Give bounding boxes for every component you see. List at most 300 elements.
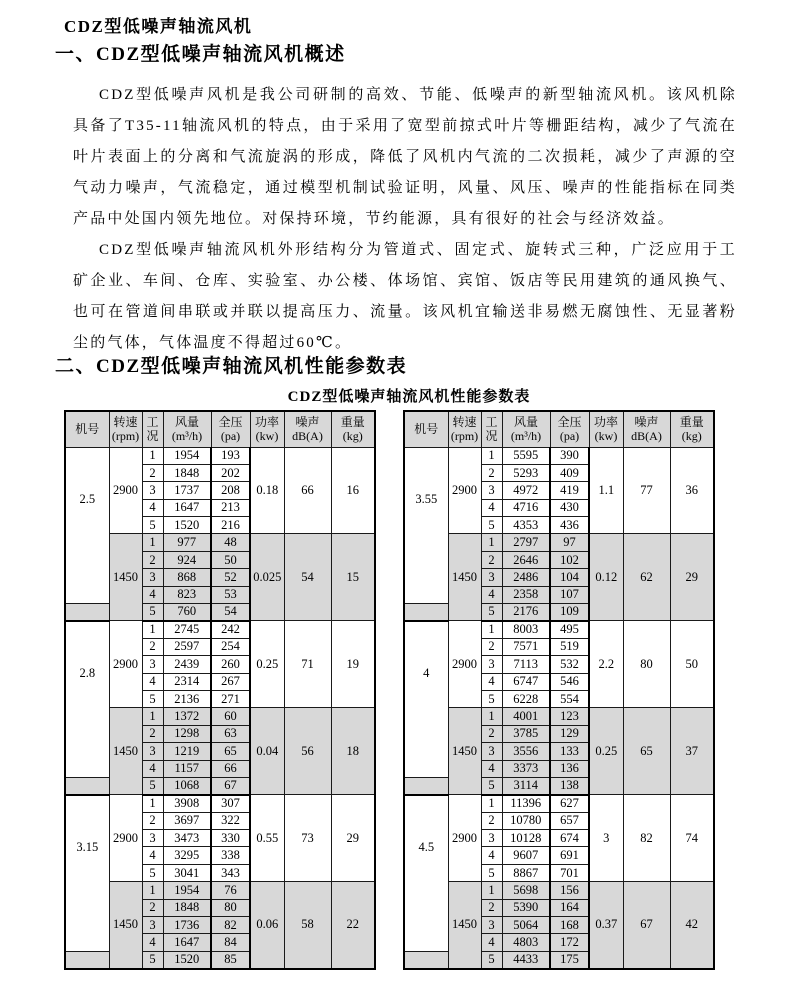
pressure-cell: 242 [211, 621, 250, 638]
power-cell: 0.12 [589, 534, 623, 621]
model-cell [404, 447, 448, 604]
pressure-cell: 691 [550, 847, 589, 864]
flow-cell: 1520 [163, 517, 211, 534]
pressure-cell: 133 [550, 743, 589, 760]
power-cell: 0.37 [589, 882, 623, 969]
table-row [404, 621, 714, 638]
speed-cell: 2900 [448, 621, 481, 708]
flow-cell: 7571 [502, 638, 550, 655]
col-header-speed [109, 411, 142, 447]
flow-cell: 4803 [502, 934, 550, 951]
flow-cell: 2486 [502, 569, 550, 586]
flow-cell: 3908 [163, 795, 211, 812]
flow-cell: 1372 [163, 708, 211, 725]
model-filler-cell [65, 777, 109, 794]
pressure-cell: 202 [211, 464, 250, 481]
pressure-cell: 97 [550, 534, 589, 551]
power-cell: 3 [589, 795, 623, 882]
col-header-line: 重量 [679, 415, 704, 430]
pressure-cell: 254 [211, 638, 250, 655]
power-cell: 0.18 [250, 447, 284, 534]
pressure-cell: 136 [550, 760, 589, 777]
speed-cell: 1450 [109, 708, 142, 795]
header-row [404, 411, 714, 447]
header-row [65, 411, 375, 447]
model-filler-cell [404, 604, 448, 621]
col-header-line: (kw) [594, 429, 618, 444]
speed-cell: 1450 [448, 534, 481, 621]
pressure-cell: 267 [211, 673, 250, 690]
col-header-line: (kg) [681, 429, 702, 444]
flow-cell: 1848 [163, 464, 211, 481]
condition-cell: 1 [142, 534, 163, 551]
pressure-cell: 82 [211, 917, 250, 934]
col-header-line: 全压 [218, 415, 243, 430]
condition-cell: 2 [142, 725, 163, 742]
pressure-cell: 322 [211, 812, 250, 829]
condition-cell: 2 [142, 638, 163, 655]
condition-cell: 4 [481, 847, 502, 864]
pressure-cell: 657 [550, 812, 589, 829]
condition-cell: 2 [481, 725, 502, 742]
flow-cell: 2136 [163, 690, 211, 707]
pressure-cell: 409 [550, 464, 589, 481]
noise-cell: 62 [623, 534, 670, 621]
flow-cell: 5595 [502, 447, 550, 464]
weight-cell: 22 [331, 882, 375, 969]
flow-cell: 6228 [502, 690, 550, 707]
condition-cell: 5 [481, 604, 502, 621]
table-row [404, 795, 714, 812]
table-row [404, 882, 714, 899]
condition-cell: 3 [481, 482, 502, 499]
flow-cell: 6747 [502, 673, 550, 690]
noise-cell: 73 [284, 795, 331, 882]
col-header-line: (kg) [342, 429, 363, 444]
power-cell: 2.2 [589, 621, 623, 708]
weight-cell: 36 [670, 447, 714, 534]
pressure-cell: 107 [550, 586, 589, 603]
noise-cell: 54 [284, 534, 331, 621]
condition-cell: 1 [481, 708, 502, 725]
flow-cell: 823 [163, 586, 211, 603]
flow-cell: 3373 [502, 760, 550, 777]
condition-cell: 4 [481, 673, 502, 690]
col-header-pressure [550, 411, 589, 447]
condition-cell: 4 [142, 934, 163, 951]
weight-cell: 18 [331, 708, 375, 795]
section-heading-overview: 一、CDZ型低噪声轴流风机概述 [55, 44, 346, 65]
flow-cell: 5390 [502, 899, 550, 916]
flow-cell: 2597 [163, 638, 211, 655]
col-header-line: (rpm) [111, 429, 140, 444]
weight-cell: 29 [670, 534, 714, 621]
pressure-cell: 52 [211, 569, 250, 586]
pressure-cell: 390 [550, 447, 589, 464]
weight-cell: 29 [331, 795, 375, 882]
power-cell: 0.25 [589, 708, 623, 795]
flow-cell: 1736 [163, 917, 211, 934]
condition-cell: 2 [142, 464, 163, 481]
condition-cell: 1 [481, 882, 502, 899]
condition-cell: 4 [481, 760, 502, 777]
col-header-flow [163, 411, 211, 447]
model-cell [65, 795, 109, 952]
overview-paragraph-2: CDZ型低噪声轴流风机外形结构分为管道式、固定式、旋转式三种，广泛应用于工矿企业、车间、仓库、实验室、办公楼、体场馆、宾馆、饭店等民用建筑的通风换气、也可在管道间串联或并联以提高压力、流量。该风机宜输送非易燃无腐蚀性、无显著粉尘的气体，气体温度不得超过60℃。 [73, 242, 737, 351]
flow-cell: 10780 [502, 812, 550, 829]
col-header-line: (kw) [255, 429, 279, 444]
condition-cell: 4 [142, 673, 163, 690]
pressure-cell: 164 [550, 899, 589, 916]
pressure-cell: 65 [211, 743, 250, 760]
condition-cell: 1 [481, 447, 502, 464]
col-header-power [250, 411, 284, 447]
pressure-cell: 48 [211, 534, 250, 551]
col-header-line: dB(A) [292, 429, 323, 444]
speed-cell: 2900 [448, 447, 481, 534]
col-header-power [589, 411, 623, 447]
col-header-line: 转速 [113, 415, 138, 430]
weight-cell: 50 [670, 621, 714, 708]
condition-cell: 3 [142, 569, 163, 586]
overview-paragraph-1: CDZ型低噪声风机是我公司研制的高效、节能、低噪声的新型轴流风机。该风机除具备了T35-11轴流风机的特点，由于采用了宽型前掠式叶片等栅距结构，减少了气流在叶片表面上的分离和气流旋涡的形成，降低了风机内气流的二次损耗，减少了声源的空气动力噪声，气流稳定，通过模型机制试验证明，风量、风压、噪声的性能指标在同类产品中处国内领先地位。对保持环境，节约能源，具有很好的社会与经济效益。 [73, 87, 737, 227]
condition-cell: 3 [142, 482, 163, 499]
speed-cell: 1450 [448, 708, 481, 795]
pressure-cell: 80 [211, 899, 250, 916]
pressure-cell: 104 [550, 569, 589, 586]
pressure-cell: 76 [211, 882, 250, 899]
table-row [404, 708, 714, 725]
model-filler-cell [404, 951, 448, 968]
flow-cell: 5293 [502, 464, 550, 481]
col-header-model [404, 411, 448, 447]
power-cell: 0.025 [250, 534, 284, 621]
flow-cell: 868 [163, 569, 211, 586]
col-header-line: (rpm) [450, 429, 479, 444]
noise-cell: 66 [284, 447, 331, 534]
table-row [65, 708, 375, 725]
pressure-cell: 53 [211, 586, 250, 603]
col-header-condition [481, 411, 502, 447]
pressure-cell: 260 [211, 656, 250, 673]
table-caption: CDZ型低噪声轴流风机性能参数表 [287, 389, 531, 405]
noise-cell: 82 [623, 795, 670, 882]
pressure-cell: 67 [211, 777, 250, 794]
noise-cell: 67 [623, 882, 670, 969]
col-header-line: 工 [146, 415, 159, 430]
table-row [65, 534, 375, 551]
condition-cell: 3 [142, 917, 163, 934]
speed-cell: 1450 [448, 882, 481, 969]
model-filler-cell [65, 604, 109, 621]
flow-cell: 1737 [163, 482, 211, 499]
flow-cell: 1647 [163, 934, 211, 951]
pressure-cell: 701 [550, 864, 589, 881]
condition-cell: 5 [142, 864, 163, 881]
flow-cell: 4972 [502, 482, 550, 499]
pressure-cell: 546 [550, 673, 589, 690]
section-heading-parameters: 二、CDZ型低噪声轴流风机性能参数表 [55, 356, 408, 377]
flow-cell: 3295 [163, 847, 211, 864]
condition-cell: 3 [481, 743, 502, 760]
condition-cell: 2 [481, 638, 502, 655]
noise-cell: 58 [284, 882, 331, 969]
pressure-cell: 495 [550, 621, 589, 638]
speed-cell: 2900 [109, 795, 142, 882]
flow-cell: 3556 [502, 743, 550, 760]
flow-cell: 1647 [163, 499, 211, 516]
flow-cell: 8867 [502, 864, 550, 881]
performance-table-left [64, 410, 376, 970]
col-header-line: (pa) [559, 429, 580, 444]
noise-cell: 77 [623, 447, 670, 534]
flow-cell: 8003 [502, 621, 550, 638]
flow-cell: 977 [163, 534, 211, 551]
col-header-line: 功率 [593, 415, 618, 430]
pressure-cell: 519 [550, 638, 589, 655]
flow-cell: 9607 [502, 847, 550, 864]
flow-cell: 1954 [163, 447, 211, 464]
model-value: 3.55 [415, 491, 438, 506]
condition-cell: 2 [142, 812, 163, 829]
col-header-line: 风量 [174, 415, 199, 430]
col-header-noise [284, 411, 331, 447]
col-header-line: (m³/h) [171, 429, 203, 444]
condition-cell: 3 [481, 656, 502, 673]
col-header-line: 工 [485, 415, 498, 430]
condition-cell: 4 [142, 760, 163, 777]
power-cell: 1.1 [589, 447, 623, 534]
flow-cell: 3114 [502, 777, 550, 794]
weight-cell: 16 [331, 447, 375, 534]
pressure-cell: 109 [550, 604, 589, 621]
condition-cell: 5 [142, 951, 163, 968]
pressure-cell: 50 [211, 551, 250, 568]
pressure-cell: 66 [211, 760, 250, 777]
pressure-cell: 85 [211, 951, 250, 968]
condition-cell: 1 [142, 882, 163, 899]
flow-cell: 1848 [163, 899, 211, 916]
model-filler-cell [404, 777, 448, 794]
flow-cell: 7113 [502, 656, 550, 673]
model-value: 2.8 [79, 665, 96, 680]
col-header-line: 重量 [340, 415, 365, 430]
weight-cell: 19 [331, 621, 375, 708]
pressure-cell: 172 [550, 934, 589, 951]
pressure-cell: 138 [550, 777, 589, 794]
flow-cell: 760 [163, 604, 211, 621]
noise-cell: 56 [284, 708, 331, 795]
col-header-line: (pa) [220, 429, 241, 444]
condition-cell: 5 [142, 517, 163, 534]
col-header-weight [331, 411, 375, 447]
performance-tables-container [64, 410, 715, 970]
weight-cell: 74 [670, 795, 714, 882]
table-row [65, 621, 375, 638]
condition-cell: 3 [481, 917, 502, 934]
col-header-pressure [211, 411, 250, 447]
noise-cell: 65 [623, 708, 670, 795]
col-header-line: 机号 [414, 422, 439, 437]
pressure-cell: 123 [550, 708, 589, 725]
pressure-cell: 168 [550, 917, 589, 934]
flow-cell: 3473 [163, 830, 211, 847]
performance-table-right-host [403, 410, 715, 970]
condition-cell: 4 [142, 499, 163, 516]
flow-cell: 1219 [163, 743, 211, 760]
pressure-cell: 430 [550, 499, 589, 516]
pressure-cell: 338 [211, 847, 250, 864]
table-row [65, 795, 375, 812]
flow-cell: 1520 [163, 951, 211, 968]
performance-table-right [403, 410, 715, 970]
pressure-cell: 419 [550, 482, 589, 499]
condition-cell: 2 [481, 551, 502, 568]
pressure-cell: 54 [211, 604, 250, 621]
flow-cell: 1298 [163, 725, 211, 742]
flow-cell: 2646 [502, 551, 550, 568]
model-value: 3.15 [76, 839, 99, 854]
condition-cell: 5 [142, 777, 163, 794]
condition-cell: 4 [481, 586, 502, 603]
condition-cell: 4 [142, 847, 163, 864]
weight-cell: 37 [670, 708, 714, 795]
condition-cell: 2 [142, 551, 163, 568]
flow-cell: 4716 [502, 499, 550, 516]
flow-cell: 3041 [163, 864, 211, 881]
col-header-weight [670, 411, 714, 447]
noise-cell: 71 [284, 621, 331, 708]
pressure-cell: 60 [211, 708, 250, 725]
col-header-line: 况 [485, 429, 498, 444]
flow-cell: 2439 [163, 656, 211, 673]
model-value: 4.5 [418, 839, 435, 854]
flow-cell: 2358 [502, 586, 550, 603]
condition-cell: 1 [481, 621, 502, 638]
page-title: CDZ型低噪声轴流风机 [64, 17, 253, 36]
col-header-speed [448, 411, 481, 447]
pressure-cell: 343 [211, 864, 250, 881]
flow-cell: 3697 [163, 812, 211, 829]
flow-cell: 1954 [163, 882, 211, 899]
performance-table-left-host [64, 410, 376, 970]
speed-cell: 1450 [109, 534, 142, 621]
condition-cell: 1 [142, 795, 163, 812]
pressure-cell: 627 [550, 795, 589, 812]
weight-cell: 42 [670, 882, 714, 969]
condition-cell: 2 [481, 899, 502, 916]
col-header-line: 况 [146, 429, 159, 444]
condition-cell: 1 [142, 621, 163, 638]
noise-cell: 80 [623, 621, 670, 708]
pressure-cell: 674 [550, 830, 589, 847]
condition-cell: 2 [481, 464, 502, 481]
condition-cell: 4 [142, 586, 163, 603]
condition-cell: 5 [481, 951, 502, 968]
condition-cell: 2 [481, 812, 502, 829]
condition-cell: 1 [142, 447, 163, 464]
condition-cell: 3 [142, 830, 163, 847]
pressure-cell: 307 [211, 795, 250, 812]
pressure-cell: 330 [211, 830, 250, 847]
model-value: 2.5 [79, 491, 96, 506]
flow-cell: 2176 [502, 604, 550, 621]
speed-cell: 2900 [109, 621, 142, 708]
speed-cell: 2900 [448, 795, 481, 882]
condition-cell: 5 [481, 517, 502, 534]
condition-cell: 1 [481, 795, 502, 812]
col-header-noise [623, 411, 670, 447]
flow-cell: 1068 [163, 777, 211, 794]
condition-cell: 5 [481, 864, 502, 881]
col-header-condition [142, 411, 163, 447]
condition-cell: 5 [481, 690, 502, 707]
model-cell [65, 621, 109, 778]
flow-cell: 2314 [163, 673, 211, 690]
pressure-cell: 102 [550, 551, 589, 568]
pressure-cell: 271 [211, 690, 250, 707]
power-cell: 0.25 [250, 621, 284, 708]
condition-cell: 3 [481, 569, 502, 586]
flow-cell: 5064 [502, 917, 550, 934]
condition-cell: 2 [142, 899, 163, 916]
weight-cell: 15 [331, 534, 375, 621]
table-row [404, 447, 714, 464]
speed-cell: 2900 [109, 447, 142, 534]
col-header-line: 风量 [513, 415, 538, 430]
flow-cell: 3785 [502, 725, 550, 742]
col-header-line: 机号 [75, 422, 100, 437]
condition-cell: 4 [481, 499, 502, 516]
flow-cell: 924 [163, 551, 211, 568]
col-header-line: (m³/h) [510, 429, 542, 444]
condition-cell: 5 [142, 604, 163, 621]
pressure-cell: 129 [550, 725, 589, 742]
model-cell [404, 795, 448, 952]
condition-cell: 5 [481, 777, 502, 794]
pressure-cell: 216 [211, 517, 250, 534]
speed-cell: 1450 [109, 882, 142, 969]
model-value: 4 [423, 665, 430, 680]
pressure-cell: 175 [550, 951, 589, 968]
flow-cell: 1157 [163, 760, 211, 777]
col-header-line: 噪声 [634, 415, 659, 430]
flow-cell: 5698 [502, 882, 550, 899]
col-header-flow [502, 411, 550, 447]
pressure-cell: 156 [550, 882, 589, 899]
pressure-cell: 532 [550, 656, 589, 673]
flow-cell: 4001 [502, 708, 550, 725]
power-cell: 0.55 [250, 795, 284, 882]
pressure-cell: 436 [550, 517, 589, 534]
flow-cell: 11396 [502, 795, 550, 812]
flow-cell: 4353 [502, 517, 550, 534]
table-row [65, 447, 375, 464]
model-cell [65, 447, 109, 604]
table-row [65, 882, 375, 899]
condition-cell: 3 [481, 830, 502, 847]
condition-cell: 1 [481, 534, 502, 551]
col-header-model [65, 411, 109, 447]
model-cell [404, 621, 448, 778]
col-header-line: dB(A) [631, 429, 662, 444]
col-header-line: 转速 [452, 415, 477, 430]
condition-cell: 1 [142, 708, 163, 725]
col-header-line: 功率 [254, 415, 279, 430]
pressure-cell: 84 [211, 934, 250, 951]
pressure-cell: 213 [211, 499, 250, 516]
flow-cell: 10128 [502, 830, 550, 847]
